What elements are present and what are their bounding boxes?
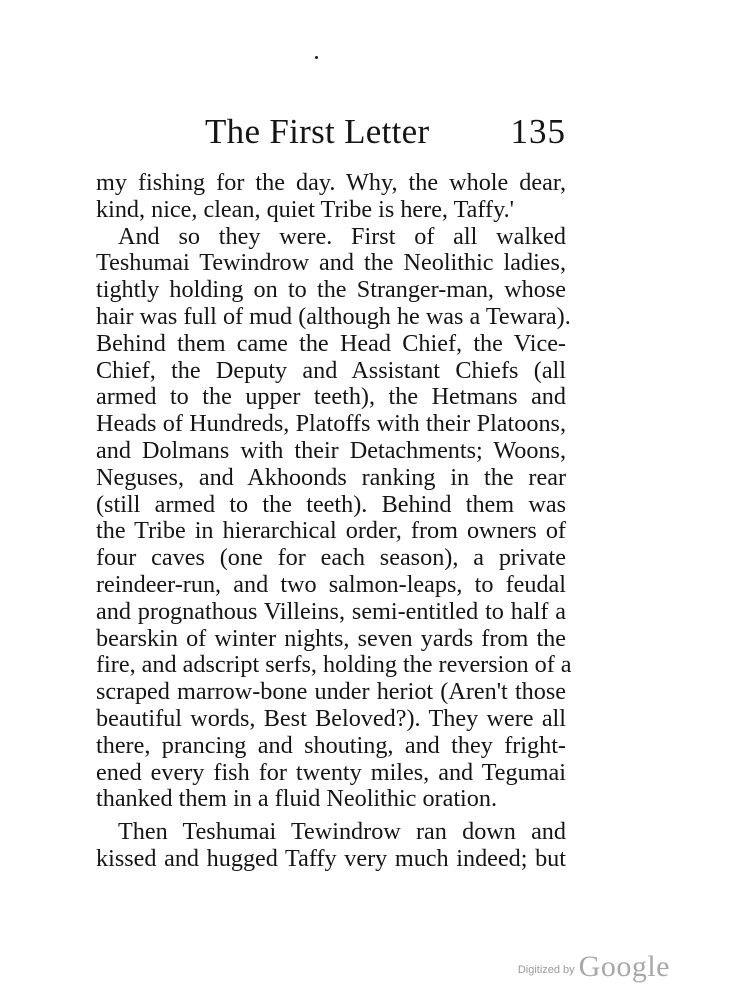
text-line: bearskin of winter nights, seven yards from the — [96, 624, 566, 652]
google-logo: Google — [578, 950, 670, 983]
running-title: The First Letter — [205, 112, 430, 151]
text-line: fire, and adscript serfs, holding the reversion of a — [96, 651, 572, 679]
text-line: four caves (one for each season), a private — [96, 544, 566, 572]
text-line: thanked them in a fluid Neolithic oration. — [96, 785, 498, 813]
text-line: there, prancing and shouting, and they fright- — [96, 731, 566, 759]
text-line: kissed and hugged Taffy very much indeed; but — [96, 844, 566, 872]
text-line: scraped marrow-bone under heriot (Aren't those — [96, 678, 566, 706]
digitization-watermark — [518, 950, 670, 984]
text-line: beautiful words, Best Beloved?). They were all — [96, 704, 566, 732]
text-line: Teshumai Tewindrow and the Neolithic ladies, — [96, 249, 566, 277]
text-line: reindeer-run, and two salmon-leaps, to feudal — [96, 570, 566, 598]
text-line: tightly holding on to the Stranger-man, whose — [96, 276, 566, 304]
text-line: and prognathous Villeins, semi-entitled to half a — [96, 597, 566, 625]
text-line: ened every fish for twenty miles, and Tegumai — [96, 758, 566, 786]
body-text — [96, 169, 572, 873]
text-line: And so they were. First of all walked — [118, 222, 566, 250]
text-line: Behind them came the Head Chief, the Vice- — [96, 329, 566, 357]
text-line: the Tribe in hierarchical order, from owners of — [96, 517, 566, 545]
text-line: (still armed to the teeth). Behind them was — [96, 490, 566, 518]
text-line: Then Teshumai Tewindrow ran down and — [118, 818, 566, 846]
text-line: Neguses, and Akhoonds ranking in the rear — [96, 463, 566, 491]
text-line: Heads of Hundreds, Platoffs with their Platoons, — [96, 410, 566, 438]
watermark-prefix: Digitized by — [517, 964, 575, 976]
page-header — [96, 110, 566, 154]
page-number: 135 — [510, 112, 566, 151]
text-line: armed to the upper teeth), the Hetmans and — [96, 383, 566, 411]
text-line: and Dolmans with their Detachments; Woons, — [96, 436, 566, 464]
text-line: my fishing for the day. Why, the whole dear, — [96, 169, 566, 196]
text-line: Chief, the Deputy and Assistant Chiefs (all — [96, 356, 566, 384]
text-line: hair was full of mud (although he was a Tewara). — [96, 302, 571, 330]
ink-speck — [315, 56, 318, 59]
text-line: kind, nice, clean, quiet Tribe is here, Taffy.' — [96, 195, 515, 223]
